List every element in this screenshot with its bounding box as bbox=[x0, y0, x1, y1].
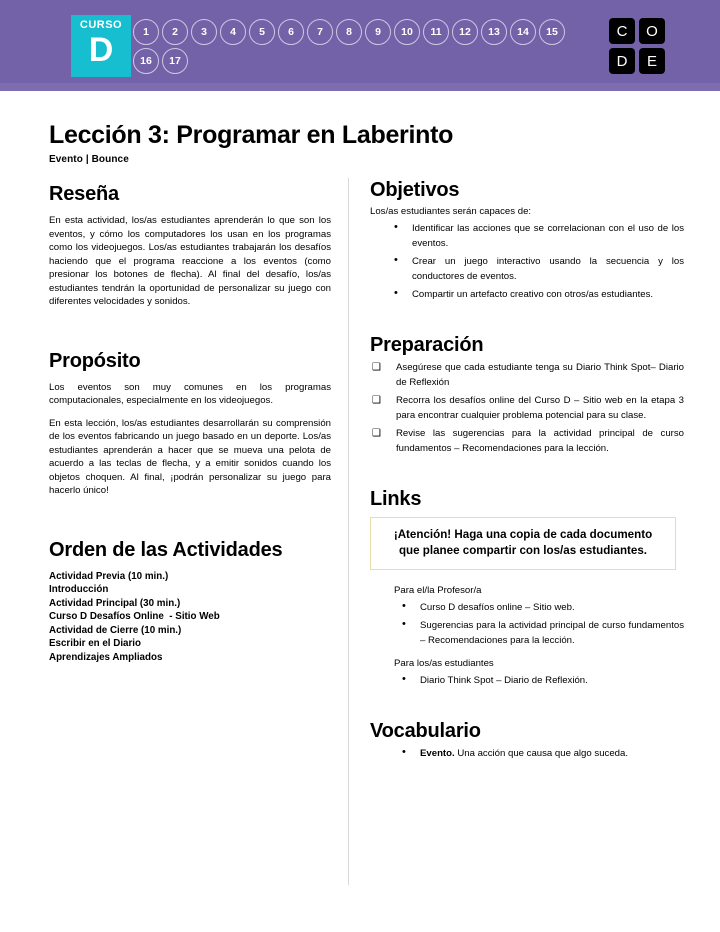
objetivo-item: • Compartir un artefacto creativo con otros/as estudiantes. bbox=[370, 287, 684, 302]
activity-item: Actividad Principal (30 min.) bbox=[49, 597, 181, 609]
teacher-link-item: • Curso D desafíos online – Sitio web. bbox=[370, 600, 684, 615]
activity-item: Actividad de Cierre (10 min.) bbox=[49, 624, 182, 636]
preparacion-item: ❑ Recorra los desafíos online del Curso D – Sitio web en la etapa 3 para encontrar cualquier problema potencial para su clase. bbox=[370, 393, 684, 424]
code-logo-tile: D bbox=[609, 48, 635, 74]
spacer bbox=[370, 305, 684, 333]
section-proposito bbox=[49, 349, 331, 498]
activity-item: Aprendizajes Ampliados bbox=[49, 652, 163, 664]
objetivos-lead: Los/as estudiantes serán capaces de: bbox=[370, 206, 532, 217]
lesson-circle[interactable]: 2 bbox=[162, 19, 188, 45]
lesson-circle[interactable]: 7 bbox=[307, 19, 333, 45]
links-student-list bbox=[370, 673, 684, 688]
page-title: Lección 3: Programar en Laberinto bbox=[49, 121, 454, 149]
preparacion-item: ❑ Asegúrese que cada estudiante tenga su Diario Think Spot– Diario de Reflexión bbox=[370, 360, 684, 391]
vocabulario-term: Evento. bbox=[420, 747, 455, 759]
lesson-circle[interactable]: 12 bbox=[452, 19, 478, 45]
code-logo bbox=[609, 18, 665, 74]
lesson-circle[interactable]: 4 bbox=[220, 19, 246, 45]
column-divider bbox=[348, 178, 349, 885]
teacher-link-item: • Sugerencias para la actividad principal de curso fundamentos – Recomendaciones para la lección. bbox=[370, 618, 684, 648]
links-heading: Links bbox=[370, 487, 422, 510]
lesson-number-list bbox=[133, 19, 588, 74]
objetivos-list bbox=[370, 221, 684, 302]
lesson-circle[interactable]: 6 bbox=[278, 19, 304, 45]
spacer bbox=[370, 459, 684, 487]
attention-callout-text: ¡Atención! Haga una copia de cada documento que planee compartir con los/as estudiantes. bbox=[393, 527, 653, 557]
section-vocabulario bbox=[370, 719, 684, 761]
spacer bbox=[49, 309, 331, 349]
resena-paragraph: En esta actividad, los/as estudiantes aprenderán lo que son los eventos, y cómo los computadores los usan en los programas como los videojuegos. Los/as estudiantes trabajarán los desafíos haciendo que el programa reaccione a los eventos (como presionar los botones de flecha). Al final del desafío, los/as estudiantes tendrán la oportunidad de personalizar su juego con diferentes velocidades y sonidos. bbox=[49, 215, 331, 307]
links-teacher-list bbox=[370, 600, 684, 648]
section-links bbox=[370, 487, 684, 688]
spacer bbox=[49, 498, 331, 538]
lesson-circle[interactable]: 5 bbox=[249, 19, 275, 45]
course-badge-word: CURSO bbox=[79, 19, 123, 31]
activity-item: Curso D Desafíos Online - Sitio Web bbox=[49, 611, 220, 623]
activity-item: Escribir en el Diario bbox=[49, 638, 142, 650]
section-resena bbox=[49, 182, 331, 309]
attention-callout bbox=[370, 517, 676, 570]
objetivo-item: • Crear un juego interactivo usando la secuencia y los conductores de eventos. bbox=[370, 254, 684, 284]
objetivos-heading: Objetivos bbox=[370, 179, 460, 201]
orden-heading: Orden de las Actividades bbox=[49, 538, 283, 561]
proposito-paragraph-1: Los eventos son muy comunes en los programas computacionales, especialmente en los videojuegos. bbox=[49, 381, 331, 406]
lesson-circle[interactable]: 9 bbox=[365, 19, 391, 45]
links-student-lead: Para los/as estudiantes bbox=[394, 657, 494, 669]
section-orden-actividades bbox=[49, 538, 331, 665]
spacer bbox=[370, 691, 684, 719]
lesson-circle[interactable]: 3 bbox=[191, 19, 217, 45]
proposito-heading: Propósito bbox=[49, 349, 141, 372]
lesson-circle[interactable]: 14 bbox=[510, 19, 536, 45]
student-link-item: • Diario Think Spot – Diario de Reflexión. bbox=[370, 673, 684, 688]
vocabulario-definition: Una acción que causa que algo suceda. bbox=[454, 747, 628, 759]
page-header bbox=[0, 0, 720, 91]
vocabulario-heading: Vocabulario bbox=[370, 719, 481, 742]
page-subtitle: Evento | Bounce bbox=[49, 154, 129, 165]
resena-heading: Reseña bbox=[49, 183, 119, 205]
code-logo-tile: O bbox=[639, 18, 665, 44]
links-teacher-lead: Para el/la Profesor/a bbox=[394, 584, 482, 596]
course-badge bbox=[71, 15, 131, 77]
course-badge-letter: D bbox=[88, 31, 114, 69]
right-column bbox=[370, 178, 684, 764]
activity-item: Introducción bbox=[49, 584, 109, 596]
lesson-circle[interactable]: 1 bbox=[133, 19, 159, 45]
lesson-circle[interactable]: 15 bbox=[539, 19, 565, 45]
preparacion-checklist bbox=[370, 360, 684, 457]
activity-item: Actividad Previa (10 min.) bbox=[49, 570, 169, 582]
proposito-paragraph-2: En esta lección, los/as estudiantes desarrollarán su comprensión de los eventos fabricando un juego basado en un deporte. Los/as estudiantes aprenderán a hacer que se mueva una pelota de acuerdo a las teclas de flecha, y a emitir sonidos cuando los objetos choquen. Al final, ¡podrán personalizar su juego para hacerlo único! bbox=[49, 417, 331, 496]
lesson-circle[interactable]: 16 bbox=[133, 48, 159, 74]
preparacion-item: ❑ Revise las sugerencias para la actividad principal de curso fundamentos – Recomendaciones para la lección. bbox=[370, 426, 684, 457]
section-preparacion bbox=[370, 333, 684, 457]
lesson-circle[interactable]: 10 bbox=[394, 19, 420, 45]
section-objetivos bbox=[370, 178, 684, 302]
title-block bbox=[49, 120, 689, 165]
lesson-circle[interactable]: 17 bbox=[162, 48, 188, 74]
lesson-circle[interactable]: 8 bbox=[336, 19, 362, 45]
objetivo-item: • Identificar las acciones que se correlacionan con el uso de los eventos. bbox=[370, 221, 684, 251]
code-logo-tile: C bbox=[609, 18, 635, 44]
vocabulario-item bbox=[370, 746, 684, 761]
left-column bbox=[49, 182, 331, 665]
lesson-circle[interactable]: 11 bbox=[423, 19, 449, 45]
vocabulario-list bbox=[370, 746, 684, 761]
code-logo-tile: E bbox=[639, 48, 665, 74]
preparacion-heading: Preparación bbox=[370, 333, 484, 356]
activity-order-list bbox=[49, 570, 331, 665]
lesson-circle[interactable]: 13 bbox=[481, 19, 507, 45]
